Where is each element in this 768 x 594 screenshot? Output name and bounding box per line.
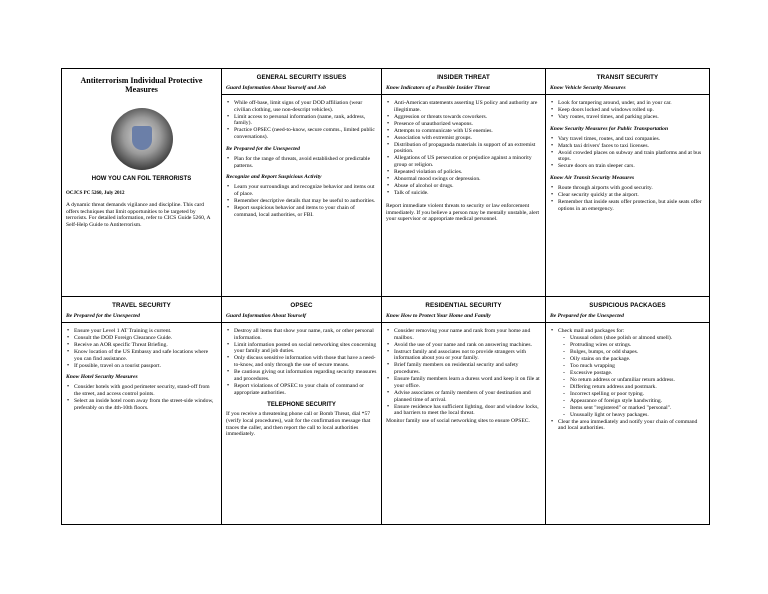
dash-item: - Oily stains on the package.	[570, 356, 705, 363]
subheading: Be Prepared for the Unexpected	[226, 145, 300, 152]
general-security-cell	[222, 69, 382, 297]
transit-security-cell	[546, 69, 710, 297]
list-item: • Limit information posted on social networking sites concerning your family and job duties.	[234, 342, 377, 355]
list-item: • Talk of suicide.	[394, 190, 541, 197]
bullet-list	[226, 156, 377, 169]
suspicious-packages-cell	[546, 297, 710, 525]
telephone-security-text: If you receive a threatening phone call or Bomb Threat, dial *57 (verify local procedures), wait for the confirmation message that traces the caller, and then report the call to local authorities immediately.	[226, 411, 371, 438]
list-item: • Remember descriptive details that may be useful to authorities.	[234, 198, 377, 205]
list-item: • Consult the DOD Foreign Clearance Guide.	[74, 335, 217, 342]
subheading: Be Prepared for the Unexpected	[546, 313, 709, 323]
subheading: Recognize and Report Suspicious Activity	[226, 174, 322, 181]
section-title: SUSPICIOUS PACKAGES	[589, 302, 666, 309]
list-item: • Advise associates or family members of your destination and planned time of arrival.	[394, 390, 541, 403]
list-item: • Be cautious giving out information regarding security measures and procedures.	[234, 369, 377, 382]
list-item: • Limit access to personal information (name, rank, address, family).	[234, 114, 377, 127]
list-item: • Consider removing your name and rank from your home and mailbox.	[394, 328, 541, 341]
dash-item: - Bulges, bumps, or odd shapes.	[570, 349, 705, 356]
telephone-security-title: TELEPHONE SECURITY	[267, 402, 336, 409]
dash-item: - Unusual odors (shoe polish or almond smell).	[570, 335, 705, 342]
section-title: RESIDENTIAL SECURITY	[425, 302, 502, 309]
dash-item: - Too much wrapping	[570, 363, 705, 370]
bullet-list	[550, 328, 705, 432]
section-title: GENERAL SECURITY ISSUES	[256, 74, 347, 81]
list-item: • Allegations of US persecution or prejudice against a minority group or religion.	[394, 155, 541, 168]
list-item: • Brief family members on residential security and safety procedures.	[394, 362, 541, 375]
bullet-list	[66, 328, 217, 369]
list-item: • Anti-American statements asserting US policy and authority are illegitimate.	[394, 100, 541, 113]
section-title: TRAVEL SECURITY	[112, 302, 171, 309]
list-item: • Avoid the use of your name and rank on answering machines.	[394, 342, 541, 349]
bullet-list	[550, 185, 705, 212]
subheading: Know Air Transit Security Measures	[550, 175, 635, 182]
reference-code: OCJCS PC 5260, July 2012	[66, 191, 125, 196]
list-item: • Ensure your Level 1 AT Training is current.	[74, 328, 217, 335]
bullet-list	[66, 384, 217, 411]
bullet-list	[550, 100, 705, 121]
dash-item: - Items sent "registered" or marked "personal".	[570, 405, 705, 412]
list-item: • Plan for the range of threats, avoid established or predictable patterns.	[234, 156, 377, 169]
list-item	[558, 328, 705, 418]
list-item: • Secure doors on train sleeper cars.	[558, 163, 705, 170]
bullet-list	[226, 184, 377, 218]
dash-item: - Unusually light or heavy packages.	[570, 412, 705, 419]
bullet-list	[226, 328, 377, 396]
list-item: • Abnormal mood swings or depression.	[394, 176, 541, 183]
list-item: • Ensure residence has sufficient lighting, door and window locks, and barriers to meet the local threat.	[394, 404, 541, 417]
antiterrorism-card	[61, 68, 709, 519]
list-item: • Learn your surroundings and recognize behavior and items out of place.	[234, 184, 377, 197]
list-item: • Ensure family members learn a duress word and keep it on file at your office.	[394, 376, 541, 389]
dash-item: - Incorrect spelling or poor typing.	[570, 391, 705, 398]
section-title: OPSEC	[290, 302, 313, 309]
list-item: • Repeated violation of policies.	[394, 169, 541, 176]
list-item: • Vary travel times, routes, and taxi companies.	[558, 136, 705, 143]
subheading: Know Vehicle Security Measures	[546, 85, 709, 95]
subheading: Guard Information About Yourself	[222, 313, 381, 323]
card-title: Antiterrorism Individual Protective Measures	[80, 76, 203, 94]
list-item: • Clear security quickly at the airport.	[558, 192, 705, 199]
dash-list	[558, 335, 705, 419]
list-item: • Look for tampering around, under, and in your car.	[558, 100, 705, 107]
list-item: • Remember that inside seats offer protection, but aisle seats offer options in an emergency.	[558, 199, 705, 212]
list-item: • Report violations of OPSEC to your chain of command or appropriate authorities.	[234, 383, 377, 396]
report-text: Report immediate violent threats to security or law enforcement immediately. If you believe a person may be mentally unstable, alert your supervisor or appropriate medical personnel.	[386, 202, 540, 223]
list-item: • Only discuss sensitive information with those that have a need-to-know, and only through the use of secure means.	[234, 355, 377, 368]
subheading: Know Indicators of a Possible Insider Threat	[382, 85, 545, 95]
list-item: • Vary routes, travel times, and parking places.	[558, 114, 705, 121]
list-item: • Keep doors locked and windows rolled up.	[558, 107, 705, 114]
list-item: • Select an inside hotel room away from the street-side window, preferably on the 4th-10th floors.	[74, 398, 217, 411]
insider-threat-cell	[382, 69, 546, 297]
subheading: Know Hotel Security Measures	[66, 374, 138, 381]
dash-item: - Protruding wires or strings.	[570, 342, 705, 349]
subheading: Know Security Measures for Public Transportation	[550, 125, 669, 132]
bullet-list	[550, 136, 705, 170]
list-item: • Clear the area immediately and notify your chain of command and local authorities.	[558, 419, 705, 432]
dash-item: - Differing return address and postmark.	[570, 384, 705, 391]
monitor-text: Monitor family use of social networking sites to ensure OPSEC.	[386, 417, 530, 424]
section-title: TRANSIT SECURITY	[596, 74, 659, 81]
bullet-list	[386, 100, 541, 197]
card-grid	[61, 68, 710, 525]
list-item: • Instruct family and associates not to provide strangers with information about you or your family.	[394, 349, 541, 362]
list-item: • Association with extremist groups.	[394, 135, 541, 142]
dash-item: - Appearance of foreign style handwriting.	[570, 398, 705, 405]
dash-item: - No return address or unfamiliar return address.	[570, 377, 705, 384]
list-item: • If possible, travel on a tourist passport.	[74, 363, 217, 370]
travel-security-cell	[62, 297, 222, 525]
dash-item: - Excessive postage.	[570, 370, 705, 377]
list-item: • Receive an AOR specific Threat Briefing.	[74, 342, 217, 349]
list-item: • Presence of unauthorized weapons.	[394, 121, 541, 128]
list-item: • Report suspicious behavior and items to your chain of command, local authorities, or FBI.	[234, 205, 377, 218]
list-item: • Avoid crowded places on subway and train platforms and at bus stops.	[558, 150, 705, 163]
list-item: • Aggression or threats towards coworkers.	[394, 114, 541, 121]
list-item: • Destroy all items that show your name, rank, or other personal information.	[234, 328, 377, 341]
list-item: • Distribution of propaganda materials in support of an extremist position.	[394, 142, 541, 155]
list-item: • Match taxi drivers' faces to taxi licenses.	[558, 143, 705, 150]
list-item: • Route through airports with good security.	[558, 185, 705, 192]
list-item: • Abuse of alcohol or drugs.	[394, 183, 541, 190]
bullet-list	[226, 100, 377, 141]
subheading: Know How to Protect Your Home and Family	[382, 313, 545, 323]
list-item: • Know location of the US Embassy and safe locations where you can find assistance.	[74, 349, 217, 362]
list-item-lead: Check mail and packages for:	[558, 328, 625, 334]
list-item: • Practice OPSEC (need-to-know, secure comms., limited public conversations).	[234, 127, 377, 140]
title-cell	[62, 69, 222, 297]
subheading: Be Prepared for the Unexpected	[62, 313, 221, 323]
residential-security-cell	[382, 297, 546, 525]
intro-text: A dynamic threat demands vigilance and discipline. This card offers techniques that limit opportunities to be targeted by terrorists. For detailed information, refer to CICS Guide 5260, A Self-Help Guide to Antiterrorism.	[66, 202, 211, 229]
foil-heading: HOW YOU CAN FOIL TERRORISTS	[91, 176, 192, 182]
list-item: • Consider hotels with good perimeter security, stand-off from the street, and access control points.	[74, 384, 217, 397]
section-title: INSIDER THREAT	[437, 74, 490, 81]
subheading: Guard Information About Yourself and Job	[222, 85, 381, 95]
dod-seal-icon	[111, 108, 173, 170]
opsec-cell	[222, 297, 382, 525]
list-item: • While off-base, limit signs of your DOD affiliation (wear civilian clothing, use non-descript vehicles).	[234, 100, 377, 113]
bullet-list	[386, 328, 541, 417]
list-item: • Attempts to communicate with US enemies.	[394, 128, 541, 135]
